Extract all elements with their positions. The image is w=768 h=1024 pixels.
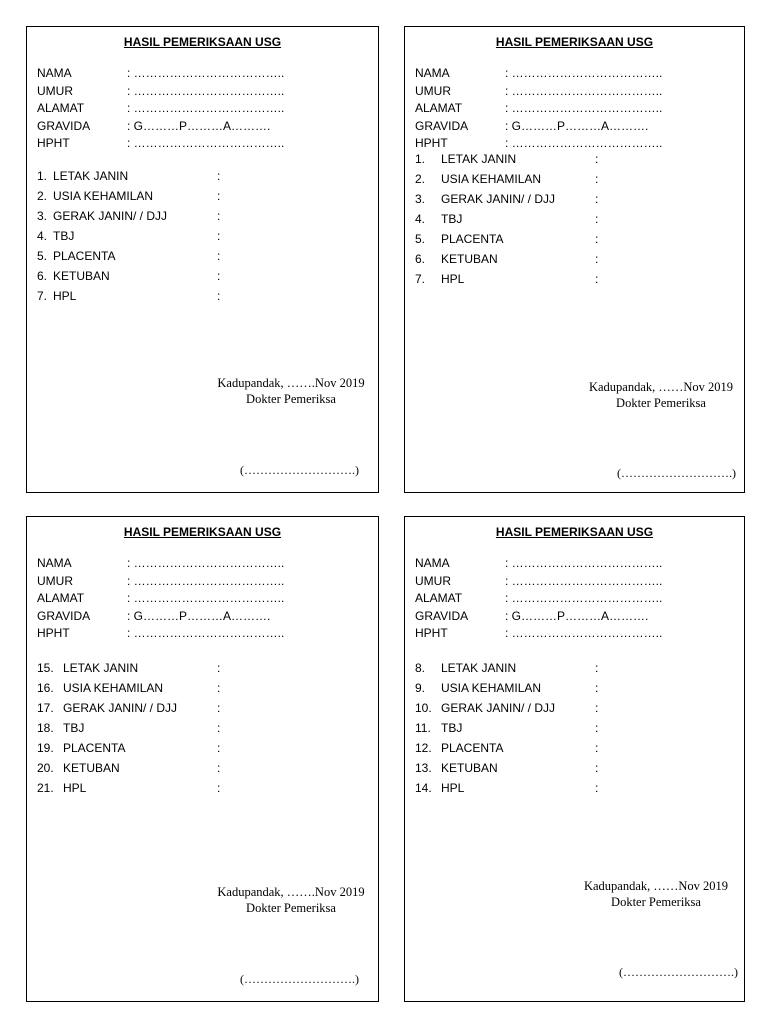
item-colon: : xyxy=(595,252,599,266)
exam-item xyxy=(415,738,598,758)
field-label: GRAVIDA xyxy=(415,608,469,623)
field-gravida xyxy=(37,608,284,626)
field-umur xyxy=(37,573,284,591)
item-label: HPL xyxy=(441,781,465,795)
item-number: 2. xyxy=(415,172,426,186)
exam-item xyxy=(415,718,598,738)
item-number: 15. xyxy=(37,661,54,675)
exam-item xyxy=(415,249,598,269)
field-gravida xyxy=(37,118,284,136)
item-label: TBJ xyxy=(53,229,75,243)
field-value: : ……………………………….. xyxy=(127,83,285,98)
field-alamat xyxy=(37,590,284,608)
doctor-label: Dokter Pemeriksa xyxy=(246,901,336,915)
field-gravida xyxy=(415,118,662,136)
patient-info xyxy=(415,555,662,643)
usg-form-card-2 xyxy=(404,26,745,493)
signature-block xyxy=(580,878,732,910)
field-value: : ……………………………….. xyxy=(127,573,285,588)
item-label: LETAK JANIN xyxy=(63,661,139,675)
field-nama xyxy=(415,65,662,83)
item-colon: : xyxy=(217,189,221,203)
item-label: USIA KEHAMILAN xyxy=(441,681,542,695)
item-number: 17. xyxy=(37,701,54,715)
field-value: : ……………………………….. xyxy=(127,66,285,80)
field-value: : ……………………………….. xyxy=(127,556,285,570)
field-label: ALAMAT xyxy=(37,101,85,115)
item-colon: : xyxy=(595,212,599,226)
item-colon: : xyxy=(217,701,221,715)
item-label: GERAK JANIN/ / DJJ xyxy=(63,701,178,715)
field-value: : ……………………………….. xyxy=(505,66,663,80)
doctor-label: Dokter Pemeriksa xyxy=(611,895,701,909)
item-colon: : xyxy=(595,721,599,735)
field-value: : ……………………………….. xyxy=(127,591,285,605)
field-alamat xyxy=(415,100,662,118)
exam-item xyxy=(415,778,598,798)
exam-item xyxy=(37,206,220,226)
item-colon: : xyxy=(217,269,221,283)
place-date: Kadupandak, ……Nov 2019 xyxy=(588,380,734,394)
item-label: GERAK JANIN/ / DJJ xyxy=(441,701,556,715)
field-label: UMUR xyxy=(415,573,451,588)
item-label: GERAK JANIN/ / DJJ xyxy=(441,192,556,206)
signature-block xyxy=(215,375,367,407)
item-label: TBJ xyxy=(441,212,463,226)
field-value: : ……………………………….. xyxy=(505,626,663,640)
field-hpht xyxy=(37,625,284,643)
item-number: 5. xyxy=(37,249,48,263)
item-number: 16. xyxy=(37,681,54,695)
exam-item xyxy=(415,678,598,698)
field-label: NAMA xyxy=(415,556,450,570)
item-number: 7. xyxy=(415,272,426,286)
usg-form-card-3 xyxy=(26,516,379,1002)
exam-item xyxy=(37,778,220,798)
field-label: HPHT xyxy=(415,626,448,640)
exam-item xyxy=(37,166,220,186)
item-colon: : xyxy=(595,272,599,286)
exam-item xyxy=(415,698,598,718)
signature-line: (……………………….) xyxy=(240,463,359,477)
item-colon: : xyxy=(595,192,599,206)
field-umur xyxy=(415,83,662,101)
item-label: LETAK JANIN xyxy=(441,152,517,166)
item-number: 4. xyxy=(37,229,48,243)
field-hpht xyxy=(415,625,662,643)
patient-info xyxy=(37,555,284,643)
field-label: GRAVIDA xyxy=(37,608,91,623)
item-label: KETUBAN xyxy=(53,269,110,283)
place-date: Kadupandak, ……Nov 2019 xyxy=(583,879,729,893)
item-number: 6. xyxy=(37,269,48,283)
field-nama xyxy=(37,555,284,573)
item-label: USIA KEHAMILAN xyxy=(441,172,542,186)
field-hpht xyxy=(37,135,284,153)
signature-line: (……………………….) xyxy=(240,972,359,986)
field-umur xyxy=(415,573,662,591)
field-label: HPHT xyxy=(37,626,70,640)
exam-item xyxy=(37,698,220,718)
exam-item xyxy=(415,169,598,189)
field-value: : G………P………A………. xyxy=(127,118,271,133)
item-label: LETAK JANIN xyxy=(441,661,517,675)
item-number: 2. xyxy=(37,189,48,203)
item-label: USIA KEHAMILAN xyxy=(63,681,164,695)
item-colon: : xyxy=(595,661,599,675)
field-alamat xyxy=(37,100,284,118)
form-title: HASIL PEMERIKSAAN USG xyxy=(495,35,654,49)
field-label: HPHT xyxy=(37,136,70,150)
signature-line: (……………………….) xyxy=(619,965,738,979)
exam-item xyxy=(37,678,220,698)
item-colon: : xyxy=(595,741,599,755)
exam-items xyxy=(415,149,598,289)
item-number: 14. xyxy=(415,781,432,795)
exam-item xyxy=(37,226,220,246)
field-label: UMUR xyxy=(37,83,73,98)
item-label: USIA KEHAMILAN xyxy=(53,189,154,203)
item-colon: : xyxy=(217,741,221,755)
field-value: : G………P………A………. xyxy=(505,118,649,133)
item-colon: : xyxy=(217,761,221,775)
item-label: KETUBAN xyxy=(63,761,120,775)
form-title: HASIL PEMERIKSAAN USG xyxy=(123,35,282,49)
patient-info xyxy=(415,65,662,153)
item-colon: : xyxy=(595,232,599,246)
item-colon: : xyxy=(217,721,221,735)
field-label: GRAVIDA xyxy=(37,118,91,133)
field-label: NAMA xyxy=(37,556,72,570)
item-number: 20. xyxy=(37,761,54,775)
form-title: HASIL PEMERIKSAAN USG xyxy=(123,525,282,539)
item-colon: : xyxy=(217,229,221,243)
field-label: HPHT xyxy=(415,136,448,150)
exam-item xyxy=(415,189,598,209)
exam-items xyxy=(415,658,598,798)
item-colon: : xyxy=(595,761,599,775)
field-label: UMUR xyxy=(37,573,73,588)
field-value: : ……………………………….. xyxy=(127,136,285,150)
item-colon: : xyxy=(217,249,221,263)
item-colon: : xyxy=(217,661,221,675)
usg-form-card-1 xyxy=(26,26,379,493)
exam-item xyxy=(415,149,598,169)
field-alamat xyxy=(415,590,662,608)
field-value: : ……………………………….. xyxy=(505,101,663,115)
item-number: 18. xyxy=(37,721,54,735)
item-number: 21. xyxy=(37,781,54,795)
item-colon: : xyxy=(595,781,599,795)
item-number: 10. xyxy=(415,701,432,715)
field-label: NAMA xyxy=(415,66,450,80)
exam-item xyxy=(37,718,220,738)
signature-block xyxy=(585,379,737,411)
item-label: GERAK JANIN/ / DJJ xyxy=(53,209,168,223)
exam-item xyxy=(37,186,220,206)
item-colon: : xyxy=(217,681,221,695)
field-nama xyxy=(37,65,284,83)
exam-item xyxy=(415,229,598,249)
field-nama xyxy=(415,555,662,573)
item-number: 4. xyxy=(415,212,426,226)
form-title: HASIL PEMERIKSAAN USG xyxy=(495,525,654,539)
exam-items xyxy=(37,658,220,798)
patient-info xyxy=(37,65,284,153)
item-label: HPL xyxy=(441,272,465,286)
item-label: PLACENTA xyxy=(63,741,126,755)
item-number: 1. xyxy=(37,169,48,183)
item-label: PLACENTA xyxy=(53,249,116,263)
field-label: ALAMAT xyxy=(415,591,463,605)
item-number: 9. xyxy=(415,681,426,695)
exam-item xyxy=(37,738,220,758)
usg-form-card-4 xyxy=(404,516,745,1002)
item-colon: : xyxy=(595,701,599,715)
field-value: : G………P………A………. xyxy=(505,608,649,623)
item-number: 3. xyxy=(37,209,48,223)
item-colon: : xyxy=(217,169,221,183)
field-label: ALAMAT xyxy=(415,101,463,115)
item-label: LETAK JANIN xyxy=(53,169,129,183)
field-label: ALAMAT xyxy=(37,591,85,605)
item-number: 11. xyxy=(415,721,431,735)
field-value: : ……………………………….. xyxy=(127,626,285,640)
place-date: Kadupandak, …….Nov 2019 xyxy=(217,885,365,899)
field-label: GRAVIDA xyxy=(415,118,469,133)
item-number: 8. xyxy=(415,661,426,675)
field-label: UMUR xyxy=(415,83,451,98)
item-label: PLACENTA xyxy=(441,741,504,755)
item-label: KETUBAN xyxy=(441,252,498,266)
item-number: 7. xyxy=(37,289,48,303)
field-value: : G………P………A………. xyxy=(127,608,271,623)
item-colon: : xyxy=(595,152,599,166)
exam-item xyxy=(415,209,598,229)
item-label: TBJ xyxy=(441,721,463,735)
item-label: KETUBAN xyxy=(441,761,498,775)
exam-item xyxy=(37,758,220,778)
item-colon: : xyxy=(217,289,221,303)
signature-block xyxy=(215,884,367,916)
exam-item xyxy=(37,658,220,678)
item-number: 5. xyxy=(415,232,426,246)
exam-item xyxy=(37,266,220,286)
item-number: 1. xyxy=(415,152,426,166)
item-label: HPL xyxy=(63,781,87,795)
doctor-label: Dokter Pemeriksa xyxy=(246,392,336,406)
item-colon: : xyxy=(595,681,599,695)
exam-item xyxy=(415,658,598,678)
field-value: : ……………………………….. xyxy=(505,83,663,98)
field-label: NAMA xyxy=(37,66,72,80)
doctor-label: Dokter Pemeriksa xyxy=(616,396,706,410)
exam-items xyxy=(37,166,220,306)
place-date: Kadupandak, …….Nov 2019 xyxy=(217,376,365,390)
item-number: 12. xyxy=(415,741,432,755)
item-colon: : xyxy=(217,209,221,223)
item-colon: : xyxy=(217,781,221,795)
item-number: 19. xyxy=(37,741,54,755)
item-colon: : xyxy=(595,172,599,186)
field-value: : ……………………………….. xyxy=(505,591,663,605)
field-value: : ……………………………….. xyxy=(505,556,663,570)
item-label: HPL xyxy=(53,289,77,303)
item-label: PLACENTA xyxy=(441,232,504,246)
exam-item xyxy=(37,246,220,266)
exam-item xyxy=(37,286,220,306)
item-number: 13. xyxy=(415,761,432,775)
exam-item xyxy=(415,269,598,289)
field-value: : ……………………………….. xyxy=(505,573,663,588)
field-gravida xyxy=(415,608,662,626)
item-number: 6. xyxy=(415,252,426,266)
item-number: 3. xyxy=(415,192,426,206)
exam-item xyxy=(415,758,598,778)
field-umur xyxy=(37,83,284,101)
field-value: : ……………………………….. xyxy=(505,136,663,150)
signature-line: (……………………….) xyxy=(617,466,736,480)
field-value: : ……………………………….. xyxy=(127,101,285,115)
item-label: TBJ xyxy=(63,721,85,735)
